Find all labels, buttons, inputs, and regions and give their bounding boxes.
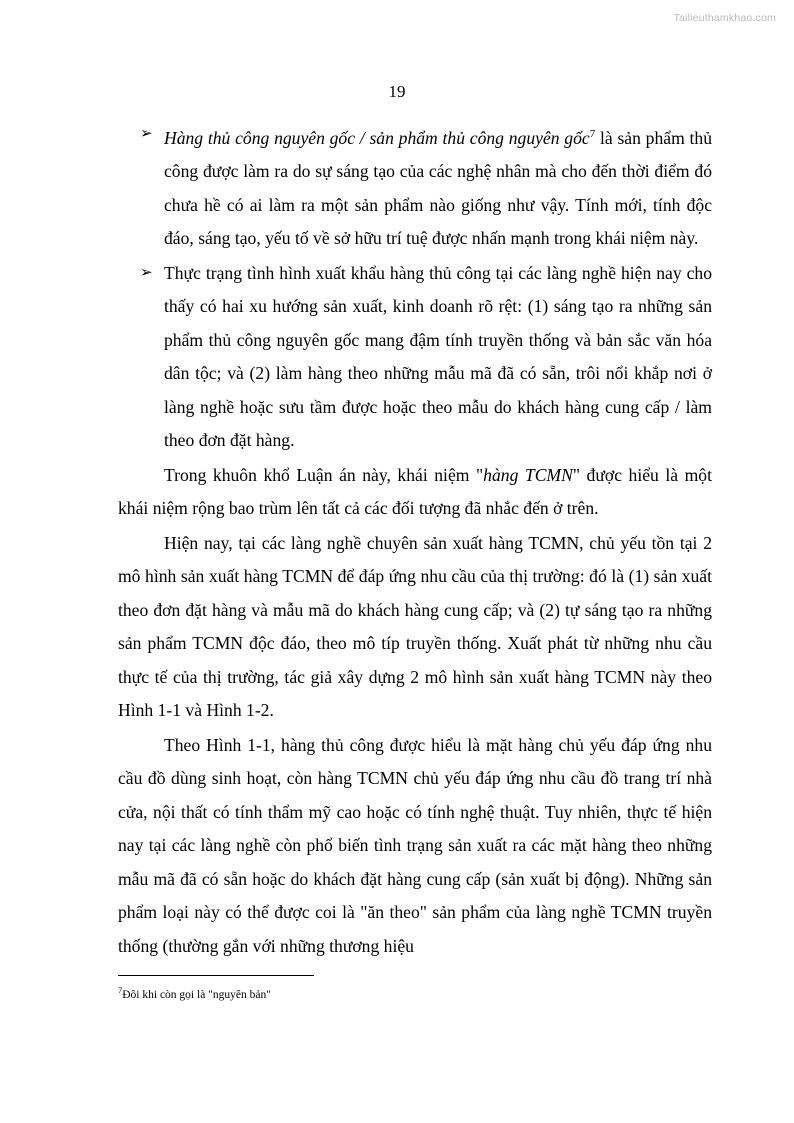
paragraph-3-term: hàng TCMN <box>483 464 573 485</box>
paragraph-bullet-2 <box>118 257 712 458</box>
watermark: Tailieuthamkhao.com <box>673 12 776 24</box>
paragraph-5-text: Theo Hình 1-1, hàng thủ công được hiểu là mặt hàng chủ yếu đáp ứng nhu cầu đồ dùng sinh hoạt, còn hàng TCMN chủ yếu đáp ứng nhu cầu đồ trang trí nhà cửa, nội thất có tính thẩm mỹ cao hoặc có tính nghệ thuật. Tuy nhiên, thực tế hiện nay tại các làng nghề còn phổ biến tình trạng sản xuất ra các mặt hàng theo những mẫu mã đã có sẵn hoặc do khách đặt hàng cung cấp (sản xuất bị động). Những sản phẩm loại này có thể được coi là "ăn theo" sản phẩm của làng nghề TCMN truyền thống (thường gắn với những thương hiệu <box>118 734 712 956</box>
paragraph-bullet-1 <box>118 118 712 256</box>
paragraph-4 <box>118 527 712 728</box>
footnote-ref: 7 <box>589 128 596 140</box>
paragraph-3 <box>118 459 712 526</box>
paragraph-5 <box>118 729 712 964</box>
paragraph-3-seg-2: " được hiểu là một khái niệm rộng bao trùm lên tất cả các đối tượng đã nhắc đến ở trên. <box>118 464 712 519</box>
paragraph-bullet-2-text: Thực trạng tình hình xuất khẩu hàng thủ công tại các làng nghề hiện nay cho thấy có hai xu hướng sản xuất, kinh doanh rõ rệt: (1) sáng tạo ra những sản phẩm thủ công nguyên gốc mang đậm tính truyền thống và bản sắc văn hóa dân tộc; và (2) làm hàng theo những mẫu mã đã có sẵn, trôi nổi khắp nơi ở làng nghề hoặc sưu tầm được hoặc theo mẫu do khách hàng cung cấp / làm theo đơn đặt hàng. <box>164 262 712 451</box>
term-original-handicraft: Hàng thủ công nguyên gốc / sản phẩm thủ công nguyên gốc <box>164 127 590 148</box>
arrow-bullet-icon: ➢ <box>140 264 153 281</box>
paragraph-4-text: Hiện nay, tại các làng nghề chuyên sản xuất hàng TCMN, chủ yếu tồn tại 2 mô hình sản xuất hàng TCMN để đáp ứng nhu cầu của thị trường: đó là (1) sản xuất theo đơn đặt hàng và mẫu mã do khách hàng cung cấp; và (2) tự sáng tạo ra những sản phẩm TCMN độc đáo, theo mô típ truyền thống. Xuất phát từ những nhu cầu thực tế của thị trường, tác giả xây dựng 2 mô hình sản xuất hàng TCMN này theo Hình 1-1 và Hình 1-2. <box>118 532 712 721</box>
page-number: 19 <box>388 82 406 101</box>
footnote-area <box>118 975 712 1003</box>
footnote-text: Đôi khi còn gọi là "nguyên bản" <box>122 988 271 1001</box>
paragraph-bullet-1-text: là sản phẩm thủ công được làm ra do sự sáng tạo của các nghệ nhân mà cho đến thời điểm đó chưa hề có ai làm ra một sản phẩm nào giống như vậy. Tính mới, tính độc đáo, sáng tạo, yếu tố về sở hữu trí tuệ được nhấn mạnh trong khái niệm này. <box>164 127 712 249</box>
arrow-bullet-icon: ➢ <box>140 126 153 142</box>
footnote-marker: 7 <box>118 985 123 995</box>
page-body <box>118 118 712 964</box>
footnote-separator <box>118 975 314 976</box>
paragraph-3-seg-1: Trong khuôn khổ Luận án này, khái niệm " <box>164 464 484 485</box>
footnote-1 <box>118 983 712 1003</box>
